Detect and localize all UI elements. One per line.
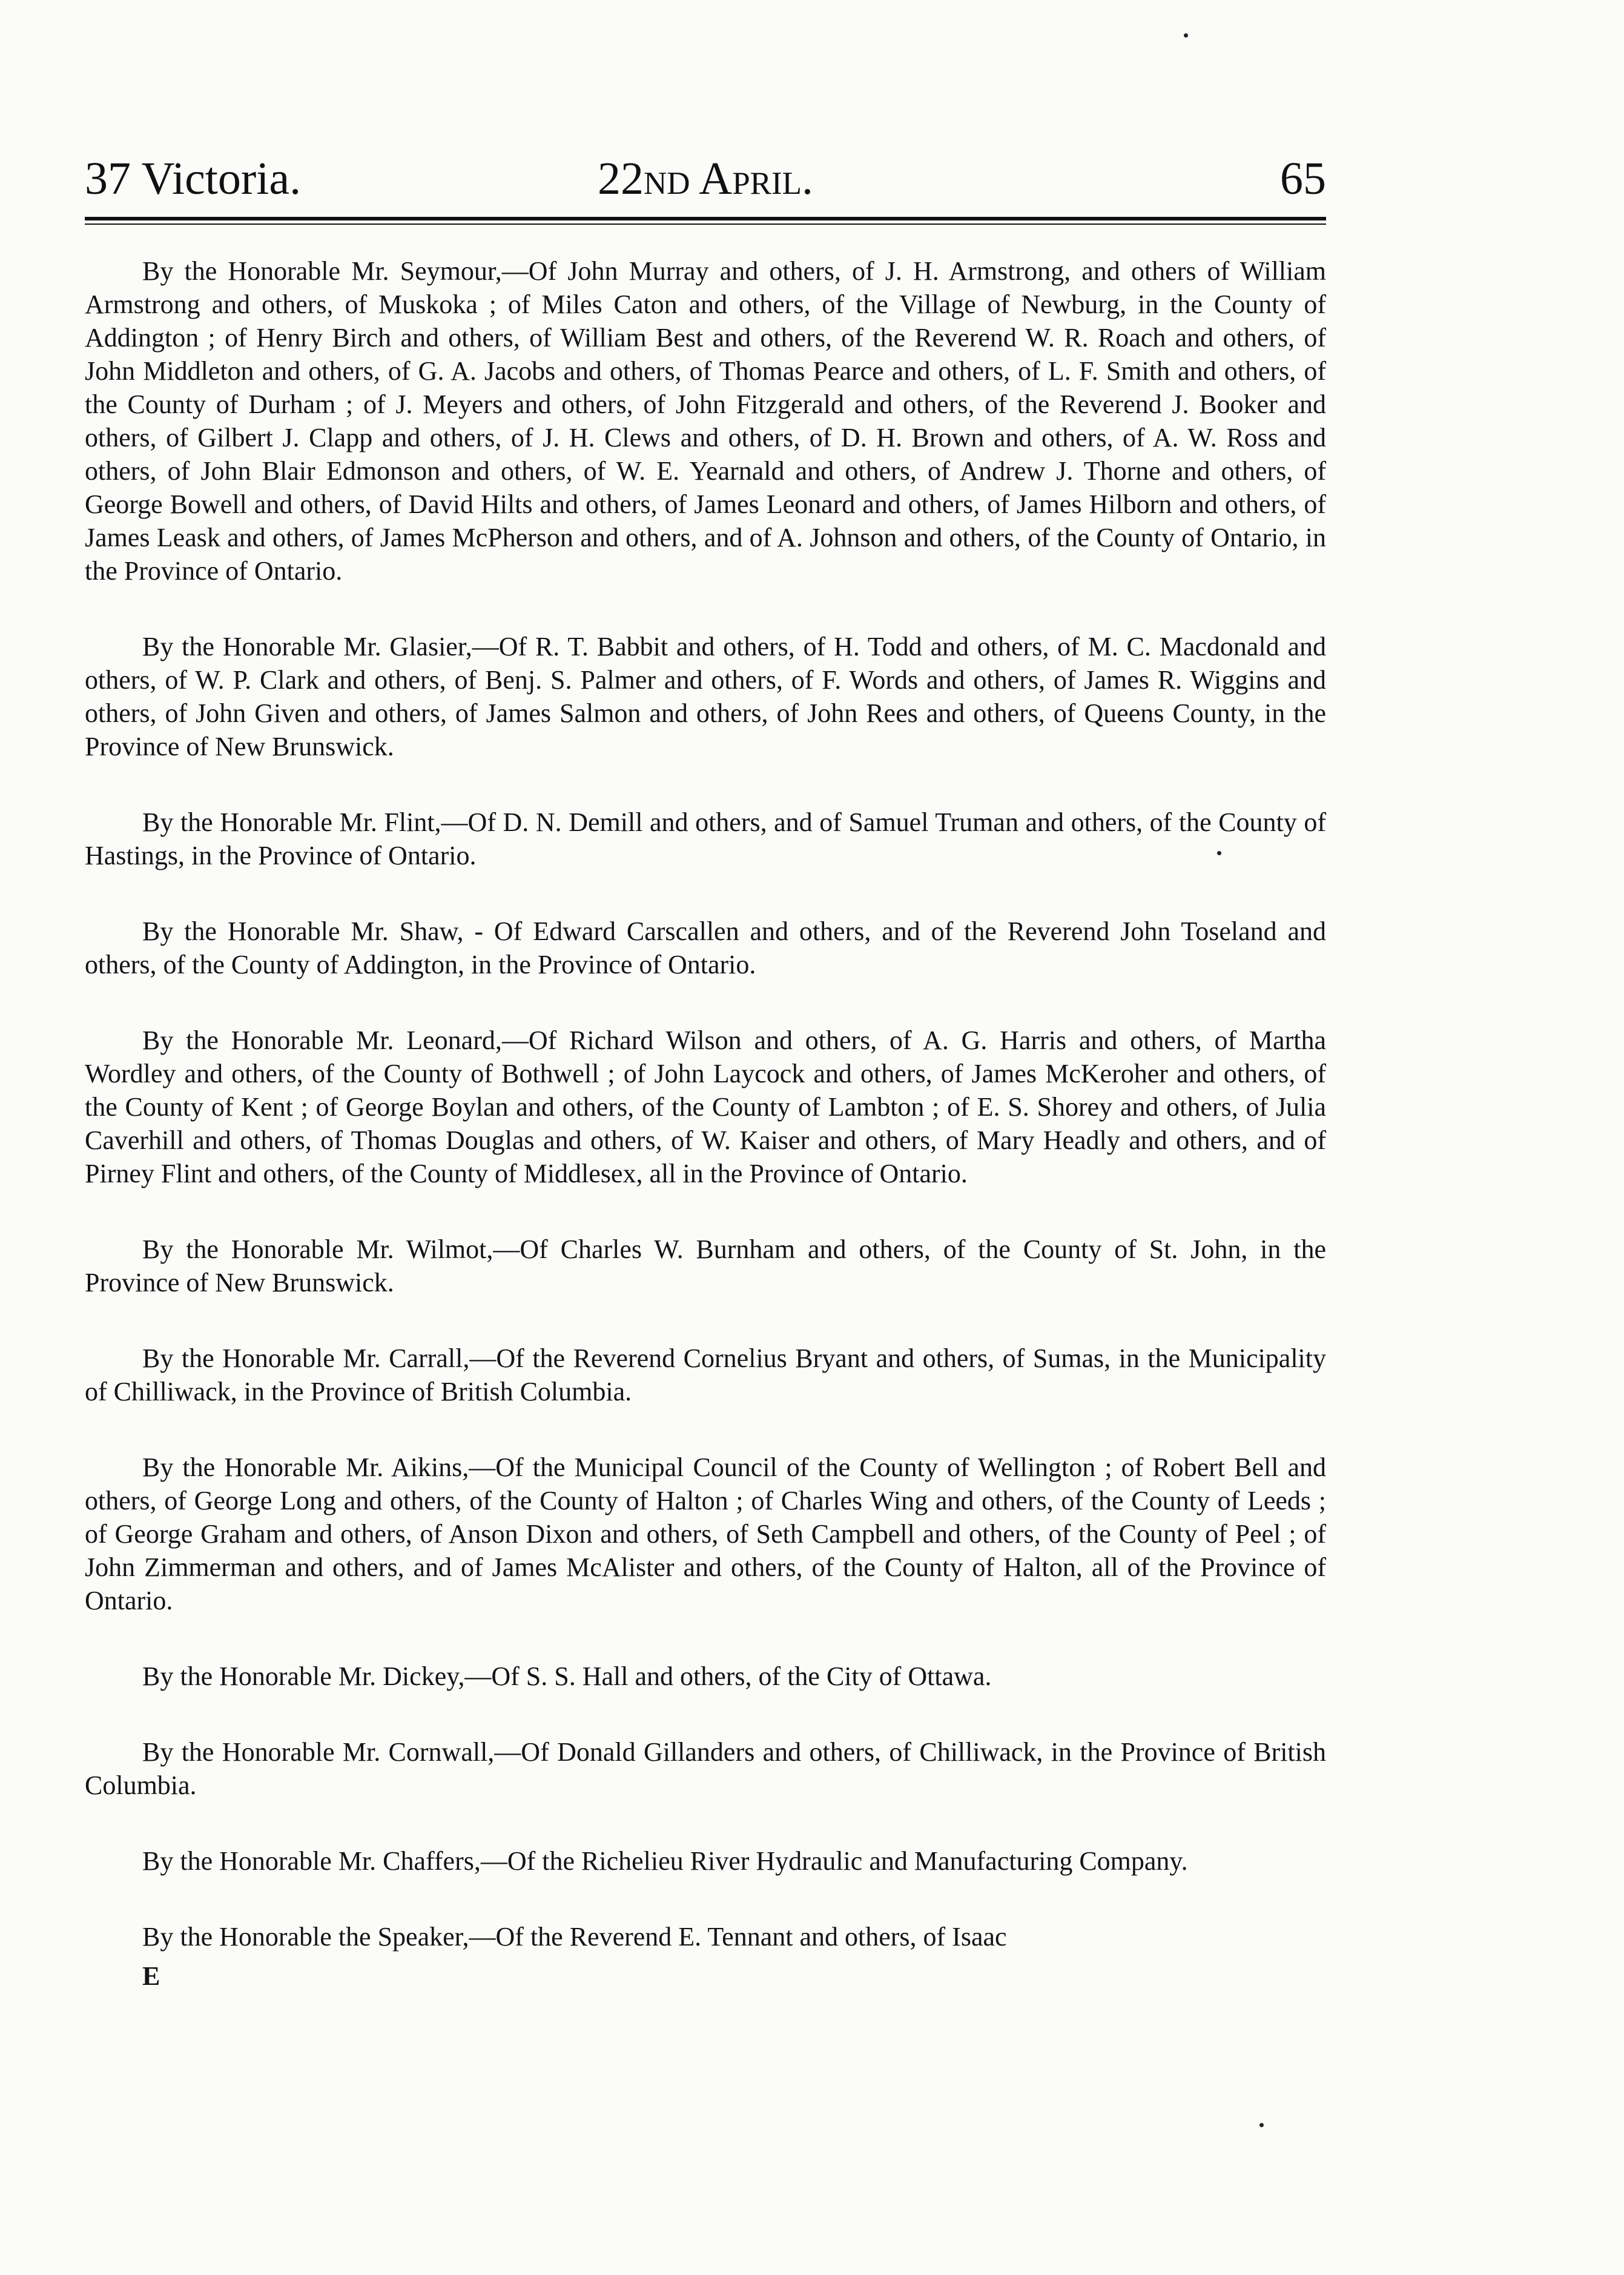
header-date: 22nd April. — [597, 153, 814, 204]
header-rule-thin — [85, 224, 1326, 225]
header-rule — [85, 217, 1326, 220]
signature-mark: E — [142, 1961, 160, 1991]
petition-paragraph-glasier: By the Honorable Mr. Glasier,—Of R. T. Babbit and others, of H. Todd and others, of M. C. Macdonald and others, of W. P. Clark and others, of Benj. S. Palmer and others, of F. Words and others, of James R. Wiggins and others, of John Given and others, of James Salmon and others, of John Rees and others, of Queens County, in the Province of New Brunswick. — [85, 632, 1326, 761]
page-header — [85, 145, 1326, 212]
petition-paragraph-aikins: By the Honorable Mr. Aikins,—Of the Municipal Council of the County of Wellington ; of Robert Bell and others, of George Long and others, of the County of Halton ; of Charles Wing and others, of the County of Leeds ; of George Graham and others, of Anson Dixon and others, of Seth Campbell and others, of the County of Peel ; of John Zimmerman and others, and of James McAlister and others, of the County of Halton, all of the Province of Ontario. — [85, 1452, 1326, 1615]
petition-paragraph-dickey: By the Honorable Mr. Dickey,—Of S. S. Hall and others, of the City of Ottawa. — [142, 1661, 992, 1691]
petition-paragraph-flint: By the Honorable Mr. Flint,—Of D. N. Demill and others, and of Samuel Truman and others, of the County of Hastings, in the Province of Ontario. — [85, 807, 1326, 870]
petition-paragraph-chaffers: By the Honorable Mr. Chaffers,—Of the Richelieu River Hydraulic and Manufacturing Company. — [142, 1846, 1188, 1876]
print-speck — [1259, 2123, 1264, 2127]
petition-paragraph-seymour: By the Honorable Mr. Seymour,—Of John Murray and others, of J. H. Armstrong, and others of William Armstrong and others, of Muskoka ; of Miles Caton and others, of the Village of Newburg, in the County of Addington ; of Henry Birch and others, of William Best and others, of the Reverend W. R. Roach and others, of John Middleton and others, of G. A. Jacobs and others, of Thomas Pearce and others, of L. F. Smith and others, of the County of Durham ; of J. Meyers and others, of John Fitzgerald and others, of the Reverend J. Booker and others, of Gilbert J. Clapp and others, of J. H. Clews and others, of D. H. Brown and others, of A. W. Ross and others, of John Blair Edmonson and others, of W. E. Yearnald and others, of Andrew J. Thorne and others, of George Bowell and others, of David Hilts and others, of James Leonard and others, of James Hilborn and others, of James Leask and others, of James McPherson and others, and of A. Johnson and others, of the County of Ontario, in the Province of Ontario. — [85, 256, 1326, 586]
petition-paragraph-wilmot: By the Honorable Mr. Wilmot,—Of Charles W. Burnham and others, of the County of St. John, in the Province of New Brunswick. — [85, 1234, 1326, 1297]
petition-paragraph-cornwall: By the Honorable Mr. Cornwall,—Of Donald Gillanders and others, of Chilliwack, in the Province of British Columbia. — [85, 1737, 1326, 1800]
print-speck — [1217, 851, 1221, 855]
petition-paragraph-speaker: By the Honorable the Speaker,—Of the Reverend E. Tennant and others, of Isaac — [142, 1922, 1007, 1952]
print-speck — [1184, 33, 1188, 38]
page-number: 65 — [1280, 153, 1326, 204]
petition-paragraph-carrall: By the Honorable Mr. Carrall,—Of the Reverend Cornelius Bryant and others, of Sumas, in the Municipality of Chilliwack, in the Province of British Columbia. — [85, 1343, 1326, 1406]
petition-paragraph-leonard: By the Honorable Mr. Leonard,—Of Richard Wilson and others, of A. G. Harris and others, of Martha Wordley and others, of the County of Bothwell ; of John Laycock and others, of James McKeroher and others, of the County of Kent ; of George Boylan and others, of the County of Lambton ; of E. S. Shorey and others, of Julia Caverhill and others, of Thomas Douglas and others, of W. Kaiser and others, of Mary Headly and others, and of Pirney Flint and others, of the County of Middlesex, all in the Province of Ontario. — [85, 1025, 1326, 1188]
body-text — [85, 254, 1326, 1993]
header-regnal-year: 37 Victoria. — [85, 153, 302, 204]
petition-paragraph-shaw: By the Honorable Mr. Shaw, - Of Edward Carscallen and others, and of the Reverend John Toseland and others, of the County of Addington, in the Province of Ontario. — [85, 916, 1326, 979]
